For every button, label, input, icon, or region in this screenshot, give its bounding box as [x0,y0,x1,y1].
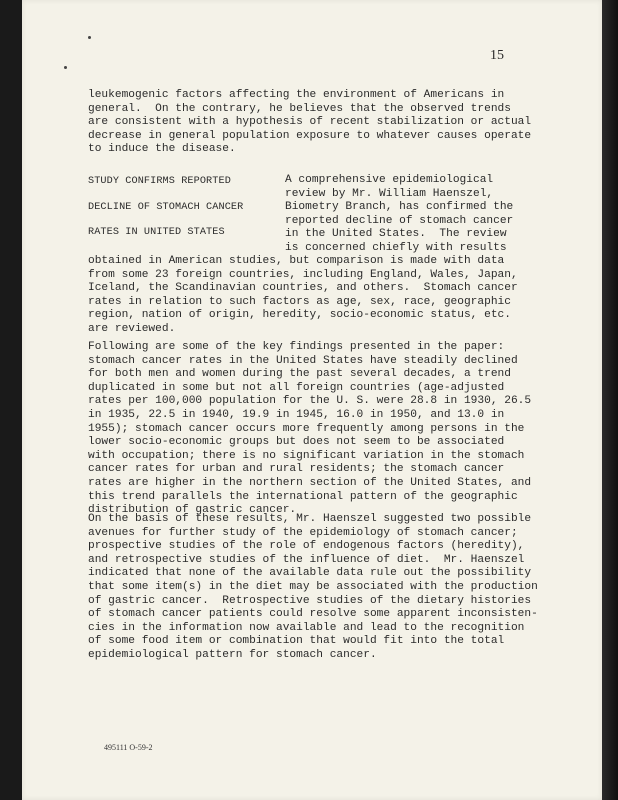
stray-mark [64,66,67,69]
paragraph-key-findings: Following are some of the key findings presented in the paper: stomach cancer rates in the United States have steadily declined for both men and women during the past several decades, a trend duplicated in some but not all foreign countries (age-adjusted rates per 100,000 population for the U. S. were 28.8 in 1930, 26.5 in 1935, 22.5 in 1940, 19.9 in 1945, 16.0 in 1950, and 13.0 in 1955); stomach cancer occurs more frequently among persons in the lower socio-economic groups but does not seem to be associated with occupation; there is no significant variation in the stomach cancer rates for urban and rural residents; the stomach cancer rates are higher in the northern section of the United States, and this trend parallels the international pattern of the geographic distribution of gastric cancer. [88,341,532,517]
stray-mark [88,36,91,39]
paragraph-leukemogenic: leukemogenic factors affecting the environment of Americans in general. On the contrary, he believes that the observed trends are consistent with a hypothesis of recent stabilization or actual decrease in general population exposure to whatever causes operate to induce the disease. [88,89,532,156]
section-heading-line-3: RATES IN UNITED STATES [88,227,225,238]
section-heading-line-2: DECLINE OF STOMACH CANCER [88,202,244,213]
paragraph-review-intro: A comprehensive epidemiological review by Mr. William Haenszel, Biometry Branch, has confirmed the reported decline of stomach cancer in the United States. The review is concerned chiefly with results [285,174,514,254]
scanner-edge [602,0,618,800]
paragraph-further-study: On the basis of these results, Mr. Haenszel suggested two possible avenues for further study of the epidemiology of stomach cancer; prospective studies of the role of endogenous factors (heredity), and retrospective studies of the influence of diet. Mr. Haenszel indicated that none of the available data rule out the possibility that some item(s) in the diet may be associated with the production of gastric cancer. Retrospective studies of the dietary histories of stomach cancer patients could resolve some apparent inconsisten- cies in the information now available and lead to the recognition of some food item or combination that would fit into the total epidemiological pattern for stomach cancer. [88,513,538,661]
footer-print-code: 495111 O-59-2 [104,743,153,752]
paragraph-review-body: obtained in American studies, but comparison is made with data from some 23 foreign countries, including England, Wales, Japan, Iceland, the Scandinavian countries, and others. Stomach cancer rates in relation to such factors as age, sex, race, geographic region, nation of origin, heredity, socio-economic status, etc. are reviewed. [88,255,518,335]
document-page [22,0,602,800]
page-number: 15 [490,48,504,63]
section-heading-line-1: STUDY CONFIRMS REPORTED [88,176,231,187]
